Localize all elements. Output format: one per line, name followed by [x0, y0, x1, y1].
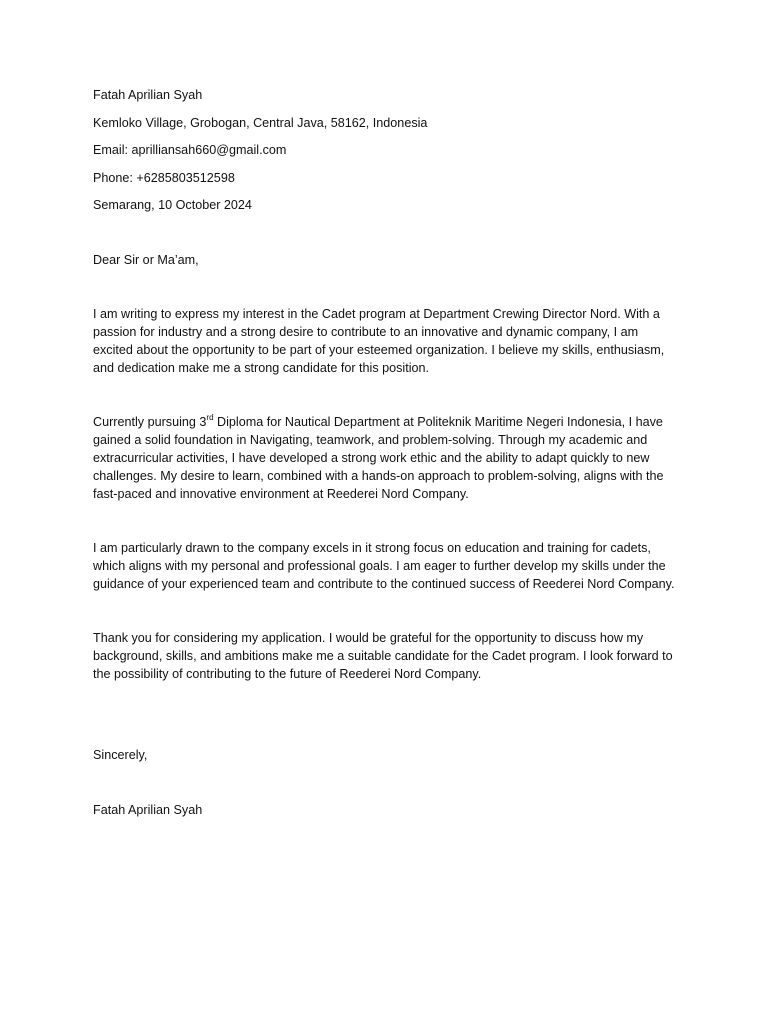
paragraph-education-lead: Currently pursuing 3	[93, 415, 207, 429]
paragraph-education	[93, 413, 678, 503]
paragraph-motivation: I am particularly drawn to the company excels in it strong focus on education and training for cadets, which aligns with my personal and professional goals. I am eager to further develop my skills under the guidance of your experienced team and contribute to the continued success of Reederei Nord Company.	[93, 541, 675, 591]
closing: Sincerely,	[93, 748, 148, 762]
sender-email: Email: aprilliansah660@gmail.com	[93, 143, 287, 157]
signature-name: Fatah Aprilian Syah	[93, 803, 203, 817]
salutation: Dear Sir or Ma’am,	[93, 253, 199, 267]
paragraph-thanks: Thank you for considering my application. I would be grateful for the opportunity to discuss how my background, skills, and ambitions make me a suitable candidate for the Cadet program. I look forward to the possibility of contributing to the future of Reederei Nord Company.	[93, 631, 673, 681]
sender-phone: Phone: +6285803512598	[93, 170, 235, 185]
letter-date: Semarang, 10 October 2024	[93, 198, 252, 212]
sender-address: Kemloko Village, Grobogan, Central Java, 58162, Indonesia	[93, 115, 428, 130]
sender-name: Fatah Aprilian Syah	[93, 88, 203, 102]
paragraph-education-rest: Diploma for Nautical Department at Politeknik Maritime Negeri Indonesia, I have gained a solid foundation in Navigating, teamwork, and problem-solving. Through my academic and extracurricular activities, I have developed a strong work ethic and the ability to adapt quickly to new challenges. My desire to learn, combined with a hands-on approach to problem-solving, aligns with the fast-paced and innovative environment at Reederei Nord Company.	[93, 415, 664, 501]
letter-body	[93, 86, 678, 819]
sender-block	[93, 86, 678, 187]
ordinal-superscript: rd	[206, 412, 214, 422]
paragraph-intro: I am writing to express my interest in the Cadet program at Department Crewing Director Nord. With a passion for industry and a strong desire to contribute to an innovative and dynamic company, I am excited about the opportunity to be part of your esteemed organization. I believe my skills, enthusiasm, and dedication make me a strong candidate for this position.	[93, 307, 665, 375]
